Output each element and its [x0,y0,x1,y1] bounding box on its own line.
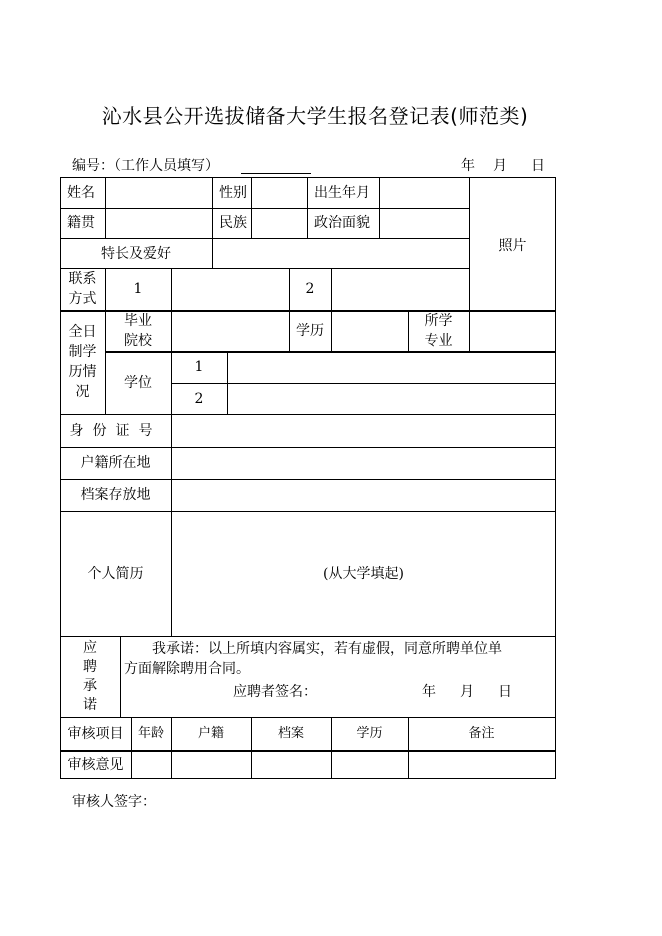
review-opinion-archive[interactable] [252,752,331,778]
degree-level-label: 学历 [296,322,324,339]
review-item-age: 年龄 [137,725,164,741]
gender-field[interactable] [252,178,307,208]
household-registration-field[interactable] [172,448,555,479]
reviewer-signature-label: 审核人签字： [72,794,156,810]
contact-label [60,268,105,310]
native-place-field[interactable] [106,209,212,238]
review-item-archive: 档案 [277,725,304,741]
school-field[interactable] [172,312,289,351]
contact-1-index: 1 [133,281,143,297]
gender-label: 性别 [219,184,247,201]
name-label: 姓名 [67,184,95,201]
review-opinion-hukou[interactable] [172,752,251,778]
degree-label: 学位 [124,374,152,391]
pledge-text-line1: 我承诺：以上所填内容属实，若有虚假，同意所聘单位单 [152,641,502,657]
review-opinion-age[interactable] [132,752,171,778]
contact-1-field[interactable] [172,269,289,310]
contact-label-line2: 方式 [68,291,97,307]
degree-1-index: 1 [194,359,204,375]
hobbies-label: 特长及爱好 [101,245,171,262]
contact-label-line1: 联系 [68,271,97,287]
signature-year: 年 [422,684,436,700]
serial-number-label: 编号：（工作人员填写） [72,158,219,174]
pledge-label-char4: 诺 [83,696,97,713]
date-day: 日 [531,158,545,174]
birth-date-field[interactable] [380,178,469,208]
resume-field[interactable] [172,512,555,636]
contact-2-index: 2 [305,281,315,297]
photo-label: 照片 [498,238,527,254]
signature-month: 月 [460,684,474,700]
household-registration-label: 户籍所在地 [80,455,151,471]
major-label-line2: 专业 [424,332,453,349]
form-title: 沁水县公开选拔储备大学生报名登记表(师范类) [101,104,529,128]
native-place-label: 籍贯 [67,215,95,231]
resume-hint: (从大学填起) [323,566,404,582]
school-label-line2: 院校 [124,332,152,349]
review-opinion-remarks[interactable] [409,752,555,778]
contact-2-field[interactable] [332,269,469,310]
pledge-label-char1: 应 [83,639,97,656]
archive-location-field[interactable] [172,480,555,511]
pledge-label [60,636,120,717]
degree-level-field[interactable] [332,312,408,351]
review-items-label: 审核项目 [67,725,124,742]
review-opinion-degree[interactable] [332,752,408,778]
signature-day: 日 [498,684,512,700]
major-label-line1: 所学 [424,312,453,329]
date-month: 月 [493,158,507,174]
pledge-label-char3: 承 [83,677,97,694]
pledge-label-char2: 聘 [83,658,97,675]
id-number-field[interactable] [172,415,555,447]
archive-location-label: 档案存放地 [80,487,151,503]
political-status-field[interactable] [380,209,469,238]
degree-1-field[interactable] [228,353,555,383]
ethnicity-field[interactable] [252,209,307,238]
major-field[interactable] [470,312,555,351]
school-label [105,310,171,351]
review-item-degree: 学历 [356,725,383,741]
review-item-hukou: 户籍 [197,725,224,741]
education-label-line1: 全日 [68,324,97,340]
resume-label: 个人简历 [87,565,144,582]
education-label-line2: 制学 [68,344,97,360]
ethnicity-label: 民族 [219,215,247,231]
photo-box[interactable] [470,178,555,310]
degree-2-index: 2 [194,390,204,407]
political-status-label: 政治面貌 [314,215,370,231]
hobbies-field[interactable] [213,239,469,268]
name-field[interactable] [106,178,212,208]
date-year: 年 [461,158,475,174]
major-label [408,310,469,351]
education-label-line4: 况 [75,384,90,400]
degree-2-field[interactable] [228,384,555,414]
birth-date-label: 出生年月 [314,184,370,201]
school-label-line1: 毕业 [124,312,152,329]
review-item-remarks: 备注 [468,725,495,741]
education-label [60,310,105,414]
pledge-text [124,639,549,679]
id-number-label: 身份证号 [69,422,162,439]
review-opinion-label: 审核意见 [67,756,124,773]
serial-number-field[interactable] [241,173,311,174]
education-label-line3: 历情 [68,364,97,380]
pledge-text-line2: 方面解除聘用合同。 [124,661,250,677]
applicant-signature-label: 应聘者签名： [233,684,317,700]
